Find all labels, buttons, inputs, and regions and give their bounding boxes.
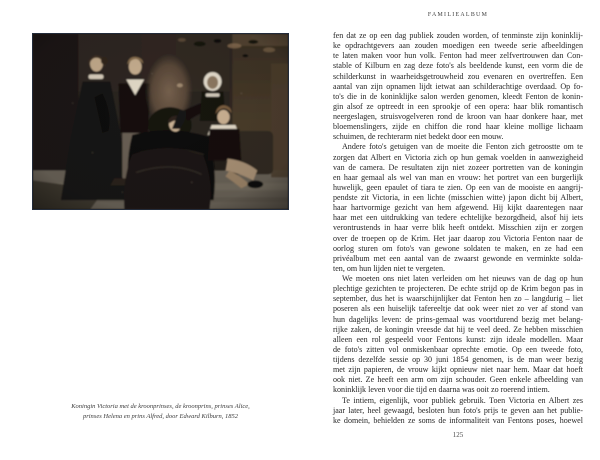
text-line: We moeten ons niet laten verleiden om het nieuws van de dag op hun bbox=[342, 274, 583, 283]
text-line: haar met een uitdrukking van tedere echtelijke bezorgdheid, alsof hij iets bbox=[333, 213, 583, 223]
text-line: oorlog sturen om foto's van gewone soldaten te maken, en ze had een bbox=[333, 243, 583, 253]
text-line: jaar later, heel gewaagd, besloten hun foto's prijs te geven aan het publie- bbox=[333, 405, 583, 415]
text-line: fen dat ze op een dag publiek zouden worden, of tenminste zijn koninklij- bbox=[333, 31, 583, 40]
text-line: van de camera. De resultaten zijn niet zozeer portretten van de koningin bbox=[333, 162, 583, 172]
running-head: FAMILIEALBUM bbox=[427, 12, 489, 18]
vignette bbox=[33, 34, 288, 209]
text-line: privéalbum met een aantal van de zwaarst gewonde en verminkte solda- bbox=[333, 253, 583, 263]
caption-line-1: Koningin Victoria met de kroonprinses, de kroonprins, prinses Alice, bbox=[71, 403, 250, 410]
text-line: tijdens dezelfde sessie op 30 juni 1854 genomen, is de man weer bezig bbox=[333, 355, 583, 364]
daguerreotype-illustration bbox=[33, 34, 288, 209]
text-line: aantal van zijn opnamen lijdt ietwat aan schilderachtige overdaad. Op fo- bbox=[333, 81, 583, 91]
text-line: pendste zit Victoria, in een lichte (misschien witte) japon dicht bij Albert, bbox=[333, 193, 583, 202]
text-line: met zijn papieren, de vrouw kijkt opnieuw niet naar hem. Maar dat hoeft bbox=[333, 365, 583, 375]
text-line: koninklijk leven voor die tijd en daarna was ooit zo roerend intiem. bbox=[333, 385, 550, 395]
text-line: to's die in de koninklijke salon werden genomen, kleedt Fenton de konin- bbox=[333, 91, 583, 101]
caption-line-2: prinses Helena en prins Alfred, door Edward Kilburn, 1852 bbox=[82, 413, 239, 420]
text-line: ke domein, behielden ze soms de informaliteit van Fentons poses, hoewel bbox=[333, 415, 583, 425]
text-line: over de troepen op de Krim. Het jaar daarop zou Victoria Fenton naar de bbox=[333, 233, 583, 243]
text-line: ten, om hun lijden niet te vergeten. bbox=[333, 263, 446, 273]
text-line: verontrustends in haar verre blik heeft ontdekt. Misschien zijn er zorgen bbox=[333, 223, 583, 233]
text-line: alleen een rol gespeeld voor Fentons kunst: zijn ideale modellen. Maar bbox=[333, 334, 583, 344]
page-number: 125 bbox=[452, 431, 464, 439]
text-line: en haar gemaal als wel van man en vrouw: het portret van een burgerlijk bbox=[333, 172, 583, 182]
daguerreotype-photo bbox=[32, 33, 289, 210]
text-line: gin alsof ze optreedt in een sprookje of een opera: haar blik romantisch bbox=[333, 101, 583, 111]
text-line: Te intiem, eigenlijk, voor publiek gebruik. Toen Victoria en Albert zes bbox=[342, 395, 583, 405]
text-line: haar hartvormige gezicht van hem afgewend. Hij kijkt daarentegen naar bbox=[333, 203, 583, 213]
text-line: de foto's zitten vol onmiskenbaar oprechte emotie. Op een tweede foto, bbox=[333, 344, 583, 354]
photo-caption bbox=[38, 402, 283, 422]
text-line: ook niet. Ze heeft een arm om zijn schouder. Geen enkele afbeelding van bbox=[333, 375, 583, 385]
text-line: schuimen, de rechterarm niet bedekt door een mouw. bbox=[333, 132, 504, 142]
text-line: schilderkunst in waarheidsgetrouwheid zou evenaren en overtreffen. Een bbox=[333, 71, 583, 81]
text-line: stable of Kilburn en zag deze foto's als beeldende kunst, een vorm die de bbox=[333, 61, 583, 71]
text-line: te laten maken voor hun volk. Fenton had meer zelfvertrouwen dan Con- bbox=[333, 51, 583, 61]
text-line: rijke zaken, de koningin vreesde dat hij te veel deed. Ze hebben misschien bbox=[333, 324, 583, 334]
text-line: bloemenslingers, zijde en chiffon die rond haar kleine mollige lichaam bbox=[333, 122, 583, 132]
text-line: september, dus het is waarschijnlijker dat Fenton hen zo – langdurig – liet bbox=[333, 294, 583, 304]
text-line: plechtige gezichten te projecteren. De echte strijd op de Krim begon pas in bbox=[333, 284, 583, 294]
text-line: huwelijk, geen epaulet of tiara te zien. Op een van de mooiste en aangrij- bbox=[333, 182, 583, 192]
text-column bbox=[333, 31, 583, 426]
text-line: ke opdrachtgevers aan zouden moedigen een tweede serie afbeeldingen bbox=[333, 41, 583, 51]
text-line: neergeslagen, struisvogelveren rond de kroon van haar donkere haar, met bbox=[333, 112, 583, 121]
text-line: zorgen dat Albert en Victoria zich op hun gemak voelden in aanwezigheid bbox=[333, 152, 583, 162]
text-line: hun dagelijks leven: de prins-gemaal was voortdurend bezig met belang- bbox=[333, 314, 583, 324]
text-line: poseren als een huiselijk tafereeltje dat ook weer niet zo ver af stond van bbox=[333, 304, 583, 314]
text-line: Andere foto's getuigen van de moeite die Fenton zich getroostte om te bbox=[342, 142, 583, 152]
